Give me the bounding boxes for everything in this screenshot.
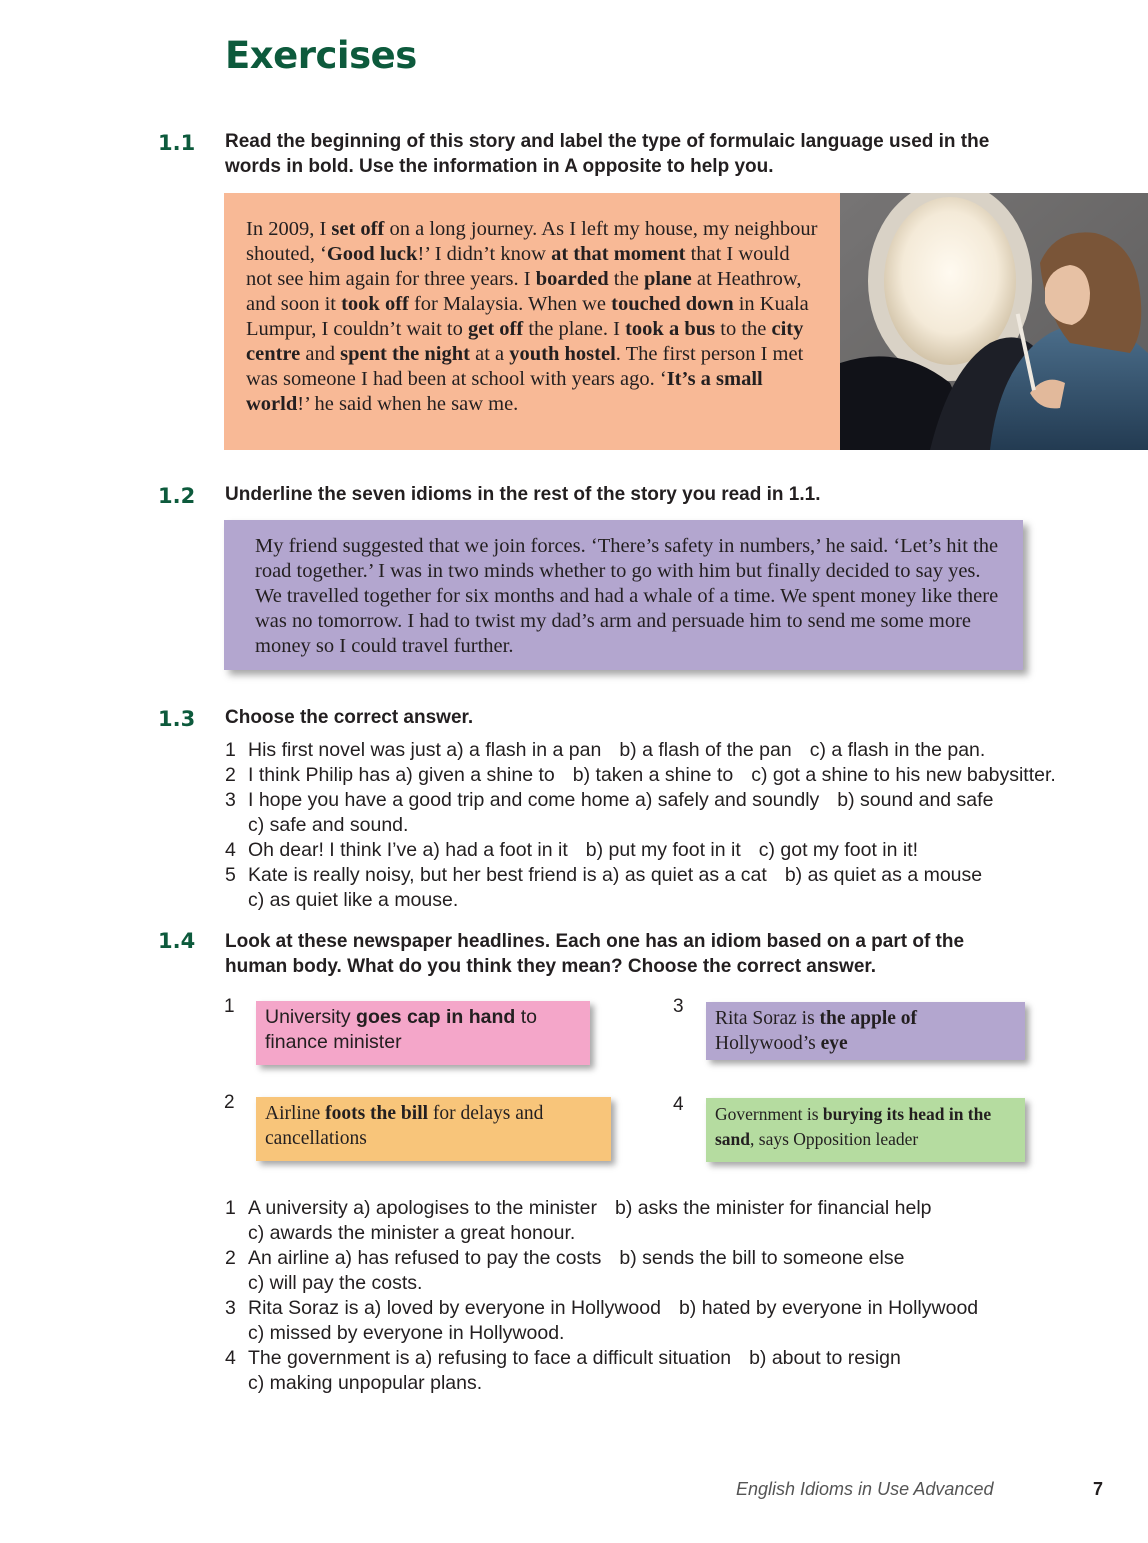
item-number: 1 <box>225 1197 236 1219</box>
list-item <box>225 838 1105 863</box>
item-number: 2 <box>225 764 236 786</box>
answer-option: b) taken a shine to <box>572 764 734 786</box>
item-number: 3 <box>225 789 236 811</box>
bold-phrase: get off <box>468 318 524 340</box>
item-number <box>225 1221 248 1246</box>
list-item <box>225 1271 1105 1296</box>
headline-number: 1 <box>224 996 235 1017</box>
text-run: Hollywood’s <box>715 1033 821 1054</box>
answer-option: c) a flash in the pan. <box>809 739 986 761</box>
answer-option: An airline a) has refused to pay the costs <box>248 1247 602 1269</box>
headline-2 <box>256 1097 611 1161</box>
text-run: Rita Soraz is <box>715 1008 820 1029</box>
exercise-list-1-3 <box>225 738 1105 913</box>
answer-option: b) about to resign <box>749 1347 901 1369</box>
list-item <box>225 1296 1105 1321</box>
answer-option: c) got my foot in it! <box>758 839 919 861</box>
bold-phrase: burying its head in the sand <box>715 1104 992 1149</box>
story-box-1-2 <box>224 520 1023 670</box>
answer-option: A university a) apologises to the minister <box>248 1197 598 1219</box>
exercise-instruction-1-4: Look at these newspaper headlines. Each one has an idiom based on a part of the human body. What do you think they mean? Choose the correct answer. <box>225 931 965 977</box>
text-run: the <box>608 268 644 290</box>
item-text <box>248 1221 1105 1246</box>
story-text-1-2: My friend suggested that we join forces. ‘There’s safety in numbers,’ he said. ‘Let’s hit the road together.’ I was in two minds whether to go with him but finally decided to say yes. We travelled together for six months and had a whale of a time. We spent money like there was no tomorrow. I had to twist my dad’s arm and persuade him to send me some more money so I could travel further. <box>255 535 999 657</box>
item-text <box>248 1196 1105 1221</box>
item-number: 1 <box>225 739 236 761</box>
page-title: Exercises <box>225 34 417 77</box>
text-run: that I would not see him again for three years. I <box>246 243 790 290</box>
exercise-instruction-1-3: Choose the correct answer. <box>225 707 474 728</box>
answer-option: b) sound and safe <box>837 789 994 811</box>
answer-option: The government is a) refusing to face a difficult situation <box>248 1347 732 1369</box>
answer-option: I hope you have a good trip and come home a) safely and soundly <box>248 789 820 811</box>
page-number: 7 <box>1093 1479 1104 1499</box>
bold-phrase: eye <box>820 1033 848 1054</box>
answer-option: b) a flash of the pan <box>619 739 792 761</box>
list-item <box>225 863 1105 888</box>
item-number <box>225 813 248 838</box>
item-text <box>248 888 1105 913</box>
headline-3 <box>706 1002 1025 1060</box>
airplane-passenger-photo <box>840 193 1148 450</box>
bold-phrase: at that moment <box>551 243 686 265</box>
item-number: 2 <box>225 1247 236 1269</box>
bold-phrase: plane <box>643 268 692 290</box>
bold-phrase: youth hostel <box>509 343 616 365</box>
item-text <box>248 1246 1105 1271</box>
answer-option: Oh dear! I think I’ve a) had a foot in it <box>248 839 568 861</box>
text-run: !’ he said when he saw me. <box>297 393 519 415</box>
item-number: 5 <box>225 864 236 886</box>
exercise-instruction-1-1: Read the beginning of this story and label the type of formulaic language used in the words in bold. Use the information in A opposite to help you. <box>225 131 990 177</box>
headline-4 <box>706 1098 1025 1162</box>
bold-phrase: foots the bill <box>325 1103 429 1124</box>
list-item <box>225 788 1105 813</box>
book-title: English Idioms in Use Advanced <box>736 1479 994 1499</box>
exercise-number-1-2: 1.2 <box>158 484 196 508</box>
headline-number: 4 <box>673 1094 684 1115</box>
item-text <box>248 863 1105 888</box>
list-item <box>225 1221 1105 1246</box>
answer-option: b) asks the minister for financial help <box>615 1197 932 1219</box>
exercise-number-1-4: 1.4 <box>158 929 196 953</box>
bold-phrase: It’s a small world <box>246 368 763 415</box>
item-number <box>225 1371 248 1396</box>
story-text-1-1 <box>246 217 818 417</box>
list-item <box>225 1246 1105 1271</box>
text-run: In 2009, I <box>246 218 332 240</box>
photo-illustration <box>840 193 1148 450</box>
item-number: 3 <box>225 1297 236 1319</box>
exercise-list-1-4 <box>225 1196 1105 1396</box>
bold-phrase: took a bus <box>625 318 716 340</box>
item-text <box>248 763 1105 788</box>
list-item <box>225 1321 1105 1346</box>
answer-option: Kate is really noisy, but her best friend is a) as quiet as a cat <box>248 864 767 886</box>
item-text <box>248 1271 1105 1296</box>
item-number: 4 <box>225 839 236 861</box>
list-item <box>225 1196 1105 1221</box>
text-run: Airline <box>265 1103 326 1124</box>
text-run: at a <box>469 343 510 365</box>
exercise-number-1-1: 1.1 <box>158 131 196 155</box>
item-text <box>248 1371 1105 1396</box>
item-text <box>248 1346 1105 1371</box>
list-item <box>225 888 1105 913</box>
item-number <box>225 888 248 913</box>
answer-option: b) put my foot in it <box>585 839 741 861</box>
text-run: , says Opposition leader <box>750 1129 919 1149</box>
text-run: at Heathrow, and soon it <box>246 268 802 315</box>
headline-number: 2 <box>224 1092 235 1113</box>
bold-phrase: spent the night <box>340 343 470 365</box>
item-number: 4 <box>225 1347 236 1369</box>
headline-number: 3 <box>673 996 684 1017</box>
item-text <box>248 738 1105 763</box>
item-text <box>248 813 1105 838</box>
text-run: for delays and cancellations <box>265 1103 544 1149</box>
text-run: !’ I didn’t know <box>417 243 552 265</box>
text-run: to the <box>715 318 772 340</box>
answer-option: b) sends the bill to someone else <box>619 1247 905 1269</box>
bold-phrase: boarded <box>535 268 609 290</box>
answer-option: b) as quiet as a mouse <box>784 864 983 886</box>
text-run: in Kuala Lumpur, I couldn’t wait to <box>246 293 809 340</box>
text-run: . The first person I met was someone I had been at school with years ago. ‘ <box>246 343 804 390</box>
answer-option: c) safe and sound. <box>248 814 409 836</box>
bold-phrase: set off <box>331 218 385 240</box>
item-text <box>248 1321 1105 1346</box>
answer-option: I think Philip has a) given a shine to <box>248 764 555 786</box>
text-run: for Malaysia. When we <box>408 293 612 315</box>
answer-option: c) will pay the costs. <box>248 1272 423 1294</box>
text-run: and <box>300 343 341 365</box>
bold-phrase: the apple of <box>819 1008 918 1029</box>
item-text <box>248 788 1105 813</box>
text-run: to finance minister <box>265 1006 537 1053</box>
bold-phrase: goes cap in hand <box>356 1006 516 1028</box>
bold-phrase: touched down <box>611 293 734 315</box>
list-item <box>225 813 1105 838</box>
bold-phrase: took off <box>341 293 409 315</box>
text-run: Government is <box>715 1104 823 1124</box>
text-run: the plane. I <box>523 318 626 340</box>
text-run: University <box>265 1006 357 1028</box>
item-number <box>225 1271 248 1296</box>
list-item <box>225 1371 1105 1396</box>
answer-option: c) making unpopular plans. <box>248 1372 483 1394</box>
item-text <box>248 1296 1105 1321</box>
headline-1 <box>256 1001 590 1065</box>
bold-phrase: city centre <box>246 318 804 365</box>
item-number <box>225 1321 248 1346</box>
answer-option: c) as quiet like a mouse. <box>248 889 459 911</box>
answer-option: c) awards the minister a great honour. <box>248 1222 576 1244</box>
exercise-instruction-1-2: Underline the seven idioms in the rest of the story you read in 1.1. <box>225 484 821 505</box>
answer-option: His first novel was just a) a flash in a pan <box>248 739 602 761</box>
text-run: on a long journey. As I left my house, my neighbour shouted, ‘ <box>246 218 818 265</box>
list-item <box>225 763 1105 788</box>
list-item <box>225 1346 1105 1371</box>
item-text <box>248 838 1105 863</box>
bold-phrase: Good luck <box>326 243 418 265</box>
story-box-1-1 <box>224 193 840 450</box>
answer-option: c) missed by everyone in Hollywood. <box>248 1322 565 1344</box>
answer-option: Rita Soraz is a) loved by everyone in Hollywood <box>248 1297 661 1319</box>
answer-option: c) got a shine to his new babysitter. <box>751 764 1056 786</box>
list-item <box>225 738 1105 763</box>
exercise-number-1-3: 1.3 <box>158 707 196 731</box>
answer-option: b) hated by everyone in Hollywood <box>678 1297 979 1319</box>
